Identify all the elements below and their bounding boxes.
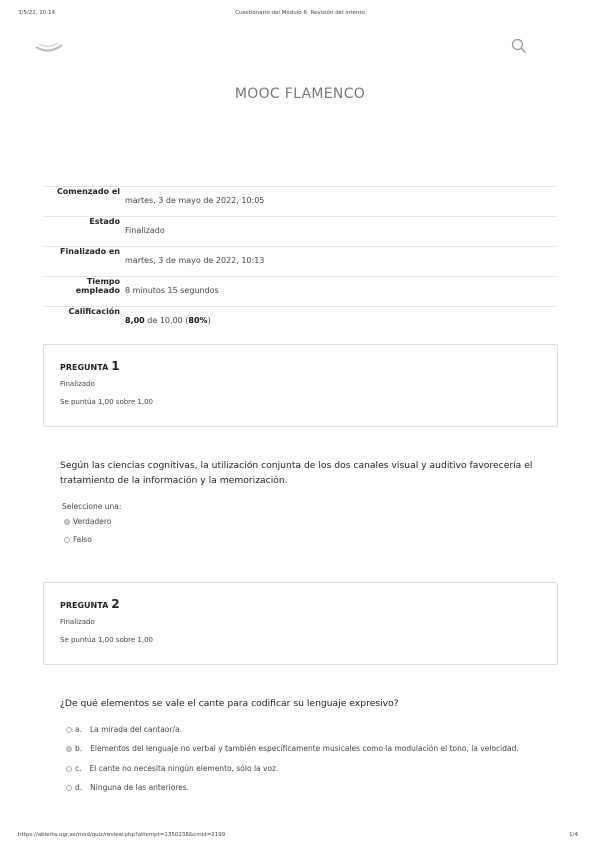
grade-percent: 80% [188,316,208,325]
summary-value: 8 minutos 15 segundos [125,286,219,295]
radio-icon[interactable] [64,537,70,543]
site-logo[interactable] [34,38,64,56]
option-label: Elementos del lenguaje no verbal y también específicamente musicales como la modulación el tono, la velocidad. [90,744,519,753]
q1-option-true[interactable] [64,517,111,526]
option-letter: c. [75,764,82,773]
radio-icon[interactable] [66,727,72,733]
question-number: 2 [111,597,120,611]
option-label: Verdadero [73,517,112,526]
summary-label: Tiempo empleado [75,277,120,295]
question-state: Finalizado [60,618,95,626]
question-mark: Se puntúa 1,00 sobre 1,00 [60,398,154,406]
option-label: La mirada del cantaor/a. [89,725,182,734]
option-label: Ninguna de las anteriores. [90,783,190,792]
question-2-text: ¿De qué elementos se vale el cante para codificar su lenguaje expresivo? [60,698,399,709]
question-2-info [43,582,558,665]
option-letter: d. [75,783,83,792]
question-state: Finalizado [60,380,95,388]
print-page-number: 1/4 [569,832,578,838]
radio-icon[interactable] [66,785,72,791]
summary-label: Comenzado el [56,187,120,196]
question-heading-label: PREGUNTA [60,363,109,372]
option-letter: a. [75,725,82,734]
option-label: Falso [73,535,92,544]
radio-icon[interactable] [66,766,72,772]
print-date: 3/5/22, 10:14 [18,10,56,16]
q2-option-c[interactable] [66,764,278,773]
q2-option-b[interactable] [66,744,519,753]
grade-close: ) [207,316,211,325]
radio-selected-icon[interactable] [66,746,72,752]
summary-row-state [43,216,557,247]
summary-row-time [43,276,557,307]
course-title: MOOC FLAMENCO [234,86,366,102]
question-number: 1 [111,359,120,373]
search-icon[interactable] [510,37,528,55]
question-heading [60,597,120,611]
question-heading-label: PREGUNTA [60,601,109,610]
summary-row-started [43,186,557,217]
summary-value: martes, 3 de mayo de 2022, 10:13 [125,256,265,265]
q1-option-false[interactable] [64,535,92,544]
radio-selected-icon[interactable] [64,519,70,525]
question-1-info [43,344,558,427]
question-mark: Se puntúa 1,00 sobre 1,00 [60,636,154,644]
summary-row-finished [43,246,557,277]
q2-option-a[interactable] [66,725,182,734]
logo-icon [34,38,64,56]
print-title: Cuestionario del Módulo 6: Revisión del intento [235,10,365,16]
grade-of: de 10,00 ( [147,316,189,325]
answer-prompt: Seleccione una: [62,502,122,511]
summary-value: Finalizado [125,226,165,235]
summary-label: Estado [89,217,120,226]
grade-score: 8,00 [125,316,145,325]
question-1-text: Según las ciencias cognitivas, la utilización conjunta de los dos canales visual y auditivo favorecería el tratamiento de la información y la memorización. [60,460,533,486]
option-label: El cante no necesita ningún elemento, sólo la voz. [89,764,279,773]
summary-value-grade [125,316,211,325]
option-letter: b. [75,744,83,753]
summary-label: Calificación [68,307,120,316]
print-url[interactable]: https://abierta.ugr.es/mod/quiz/review.php?attempt=1350238&cmid=2199 [18,832,226,838]
summary-row-grade [43,306,557,337]
q2-option-d[interactable] [66,783,189,792]
summary-label: Finalizado en [60,247,120,256]
question-heading [60,359,120,373]
summary-value: martes, 3 de mayo de 2022, 10:05 [125,196,265,205]
